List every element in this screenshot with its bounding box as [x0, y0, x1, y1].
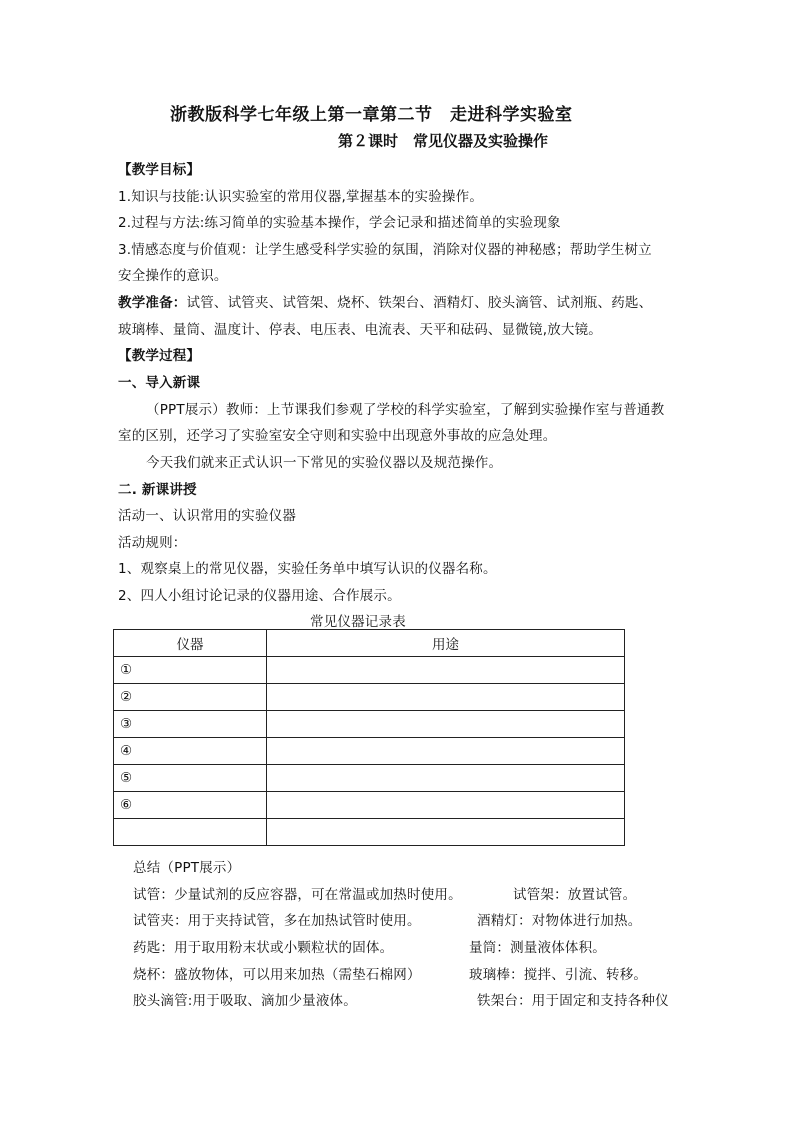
row-label: ⑥ — [114, 792, 267, 819]
page-subtitle: 第２课时 常见仪器及实验操作 — [338, 132, 549, 150]
objective-item: 3.情感态度与价值观：让学生感受科学实验的氛围，消除对仪器的神秘感；帮助学生树立 — [118, 242, 652, 258]
table-row — [114, 765, 625, 792]
rule-item: 1、观察桌上的常见仪器，实验任务单中填写认识的仪器名称。 — [118, 561, 497, 577]
rule-item: 2、四人小组讨论记录的仪器用途、合作展示。 — [118, 588, 401, 604]
table-row — [114, 711, 625, 738]
prep-line-1 — [118, 291, 652, 311]
usage-cell — [267, 711, 625, 738]
usage-cell — [267, 657, 625, 684]
summary-right-item: 量筒：测量液体体积。 — [469, 940, 606, 956]
activity-title: 活动一、认识常用的实验仪器 — [118, 508, 297, 524]
section-heading: 二. 新课讲授 — [118, 482, 197, 498]
usage-cell — [267, 684, 625, 711]
table-row — [114, 684, 625, 711]
summary-left-item: 试管：少量试剂的反应容器，可在常温或加热时使用。 — [133, 887, 462, 903]
table-row — [114, 792, 625, 819]
objectives-heading: 【教学目标】 — [118, 162, 201, 178]
prep-label: 教学准备： — [118, 295, 187, 311]
summary-heading: 总结（PPT展示） — [133, 860, 241, 876]
objective-item: 2.过程与方法:练习简单的实验基本操作，学会记录和描述简单的实验现象 — [118, 215, 561, 231]
row-label: ③ — [114, 711, 267, 738]
summary-right-item: 铁架台：用于固定和支持各种仪 — [477, 993, 669, 1009]
process-heading: 【教学过程】 — [118, 348, 201, 364]
row-label: ⑤ — [114, 765, 267, 792]
summary-left-item: 烧杯：盛放物体，可以用来加热（需垫石棉网） — [133, 967, 421, 983]
table-caption: 常见仪器记录表 — [310, 614, 406, 630]
paragraph-line: 室的区别，还学习了实验室安全守则和实验中出现意外事故的应急处理。 — [118, 428, 557, 444]
objective-item: 安全操作的意识。 — [118, 268, 228, 284]
summary-right-item: 酒精灯：对物体进行加热。 — [477, 913, 642, 929]
summary-left-item: 胶头滴管:用于吸取、滴加少量液体。 — [133, 993, 357, 1009]
usage-cell — [267, 819, 625, 846]
summary-left-item: 试管夹：用于夹持试管，多在加热试管时使用。 — [133, 913, 421, 929]
instrument-record-table — [113, 629, 625, 846]
table-row — [114, 738, 625, 765]
prep-line-2: 玻璃棒、量筒、温度计、停表、电压表、电流表、天平和砝码、显微镜,放大镜。 — [118, 322, 602, 338]
summary-right-item: 玻璃棒：搅拌、引流、转移。 — [469, 967, 648, 983]
paragraph-line: （PPT展示）教师：上节课我们参观了学校的科学实验室，了解到实验操作室与普通教 — [146, 402, 665, 418]
usage-cell — [267, 765, 625, 792]
page-title: 浙教版科学七年级上第一章第二节 走进科学实验室 — [170, 105, 573, 125]
row-label: ① — [114, 657, 267, 684]
column-header-instrument: 仪器 — [114, 630, 267, 657]
prep-text-1: 试管、试管夹、试管架、烧杯、铁架台、酒精灯、胶头滴管、试剂瓶、药匙、 — [186, 295, 653, 311]
objective-item: 1.知识与技能:认识实验室的常用仪器,掌握基本的实验操作。 — [118, 189, 484, 205]
usage-cell — [267, 738, 625, 765]
rules-heading: 活动规则： — [118, 535, 187, 551]
row-label — [114, 819, 267, 846]
usage-cell — [267, 792, 625, 819]
paragraph-line: 今天我们就来正式认识一下常见的实验仪器以及规范操作。 — [146, 455, 503, 471]
section-heading: 一、导入新课 — [118, 375, 201, 391]
summary-left-item: 药匙：用于取用粉末状或小颗粒状的固体。 — [133, 940, 394, 956]
column-header-usage: 用途 — [267, 630, 625, 657]
table-row — [114, 657, 625, 684]
table-header-row — [114, 630, 625, 657]
row-label: ④ — [114, 738, 267, 765]
table-row — [114, 819, 625, 846]
summary-right-item: 试管架：放置试管。 — [513, 887, 637, 903]
row-label: ② — [114, 684, 267, 711]
